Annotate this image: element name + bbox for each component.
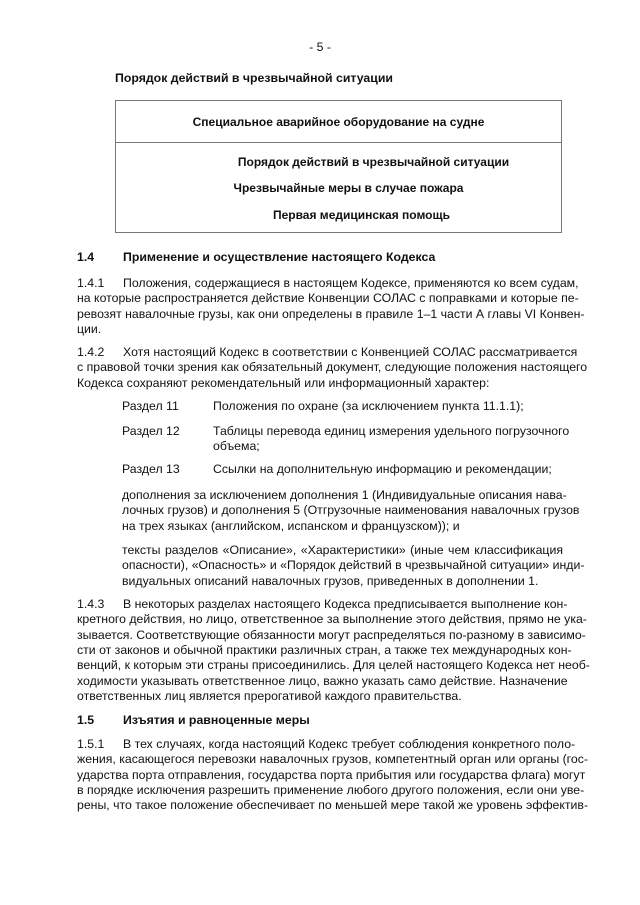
text-line: Ссылки на дополнительную информацию и рекомендации; xyxy=(213,462,552,476)
paragraph-number: 1.4.2 xyxy=(77,345,105,359)
page-number: - 5 - xyxy=(309,40,331,54)
section-item xyxy=(122,462,563,477)
text-line: жения, касающегося перевозки навалочных грузов, компетентный орган или органы (гос- xyxy=(77,752,588,767)
text-line: ревозят навалочные грузы, как они определены в правиле 1–1 части А главы VI Конвен- xyxy=(77,306,585,321)
appendix-paragraph xyxy=(122,488,580,534)
text-line: дополнения за исключением дополнения 1 (Индивидуальные описания нава- xyxy=(122,488,567,502)
emergency-equipment-table xyxy=(115,100,562,233)
text-line: сти от законов и обычной практики различных стран, а также тех международных кон- xyxy=(77,643,572,658)
text-line: ответственных лиц является прерогативой каждого правительства. xyxy=(77,689,462,704)
text-line: ходимости указывать ответственное лицо, важно указать само действие. Назначение xyxy=(77,673,568,688)
text-line: в порядке исключения разрешить применение любого другого положения, если они уве- xyxy=(77,783,585,798)
texts-paragraph xyxy=(122,543,585,589)
text-line: В некоторых разделах настоящего Кодекса предписывается выполнение кон- xyxy=(123,597,568,611)
paragraph-number: 1.5.1 xyxy=(77,737,105,751)
section-text xyxy=(213,462,563,477)
text-line: Положения, содержащиеся в настоящем Кодексе, применяются ко всем судам, xyxy=(123,276,579,290)
heading-number: 1.4 xyxy=(77,250,95,264)
text-line: опасности), «Опасность» и «Порядок действий в чрезвычайной ситуации» инди- xyxy=(122,558,585,573)
table-divider xyxy=(116,142,561,143)
text-line: лочных грузов) и дополнения 5 (Отгрузочные наименования навалочных грузов xyxy=(122,503,580,518)
text-line: на трех языках (английском, испанском и французском)); и xyxy=(122,518,460,533)
text-line: Положения по охране (за исключением пункта 11.1.1); xyxy=(213,399,524,413)
text-line: Таблицы перевода единиц измерения удельного погрузочного xyxy=(213,424,570,438)
text-line: объема; xyxy=(213,439,260,454)
text-line: зывается. Соответствующие обязанности могут распределяться по-разному в зависимо- xyxy=(77,627,586,642)
heading-number: 1.5 xyxy=(77,713,95,727)
heading-title: Изъятия и равноценные меры xyxy=(123,713,310,727)
paragraph-1-4-2 xyxy=(77,345,588,391)
section-label: Раздел 11 xyxy=(122,399,179,413)
section-item xyxy=(122,424,570,455)
text-line: тексты разделов «Описание», «Характеристики» (иные чем классификация xyxy=(122,543,563,557)
table-row: Чрезвычайные меры в случае пожара xyxy=(233,181,464,195)
text-line: с правовой точки зрения как обязательный документ, следующие положения настоящего xyxy=(77,360,588,375)
text-line: кретного действия, но лицо, ответственное за выполнение этого действия, прямо не ука- xyxy=(77,612,587,627)
text-line: Хотя настоящий Кодекс в соответствии с Конвенцией СОЛАС рассматривается xyxy=(123,345,578,359)
section-label: Раздел 12 xyxy=(122,424,180,438)
section-label: Раздел 13 xyxy=(122,462,180,476)
paragraph-1-5-1 xyxy=(77,737,589,814)
table-row: Первая медицинская помощь xyxy=(272,208,451,222)
heading-title: Применение и осуществление настоящего Кодекса xyxy=(123,250,436,264)
paragraph-1-4-3 xyxy=(77,597,590,704)
paragraph-1-4-1 xyxy=(77,276,585,337)
section-item xyxy=(122,399,563,414)
text-line: рены, что такое положение обеспечивает по меньшей мере такой же уровень эффектив- xyxy=(77,798,589,813)
text-line: ударства порта отправления, государства порта прибытия или государства флага) могут xyxy=(77,767,586,782)
section-title: Порядок действий в чрезвычайной ситуации xyxy=(115,71,393,85)
text-line: В тех случаях, когда настоящий Кодекс требует соблюдения конкретного поло- xyxy=(123,737,576,751)
paragraph-number: 1.4.3 xyxy=(77,597,105,611)
paragraph-number: 1.4.1 xyxy=(77,276,105,290)
text-line: венций, к которым эти страны присоединились. Для целей настоящего Кодекса нет необ- xyxy=(77,658,590,673)
section-text xyxy=(213,399,563,414)
section-text xyxy=(213,424,570,455)
text-line: ции. xyxy=(77,322,102,337)
text-line: видуальных описаний навалочных грузов, приведенных в дополнении 1. xyxy=(122,573,539,588)
table-row: Порядок действий в чрезвычайной ситуации xyxy=(237,155,510,169)
text-line: Кодекса сохраняют рекомендательный или информационный характер: xyxy=(77,375,490,390)
table-header: Специальное аварийное оборудование на судне xyxy=(192,115,485,129)
text-line: на которые распространяется действие Конвенции СОЛАС с поправками и которые пе- xyxy=(77,291,579,306)
